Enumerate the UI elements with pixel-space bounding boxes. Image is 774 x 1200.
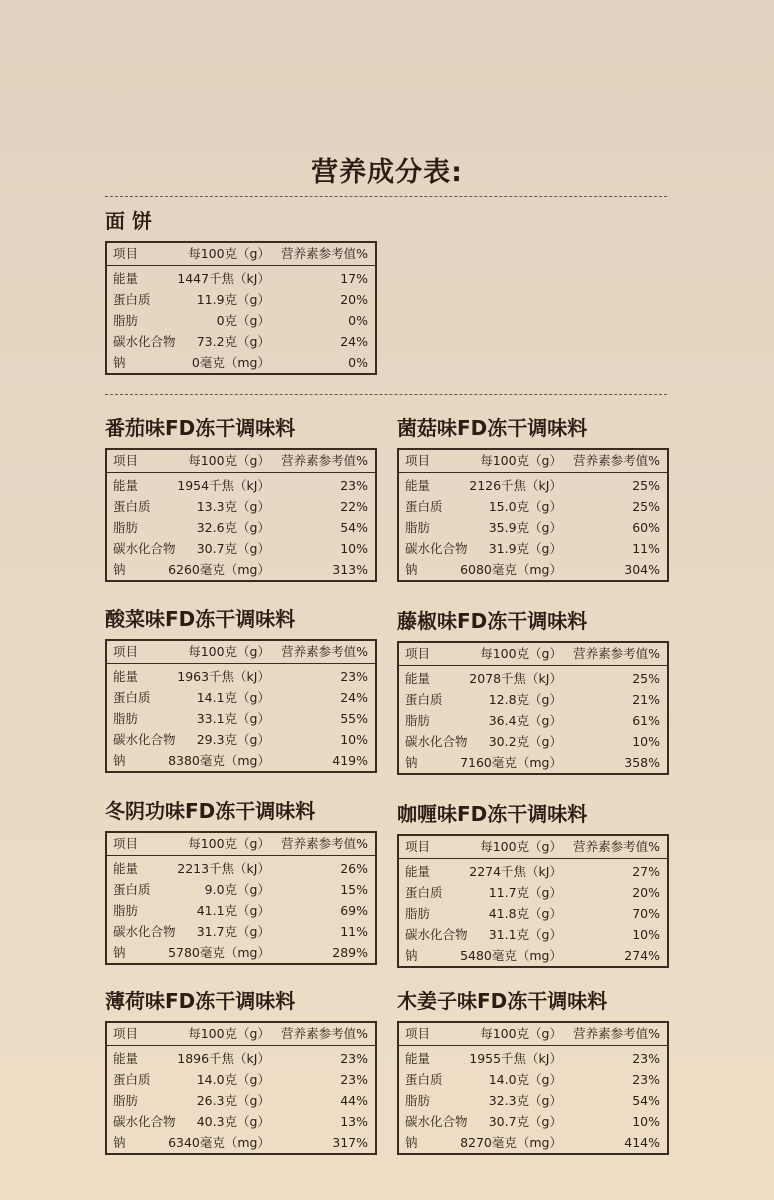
nutrient-name: 脂肪 — [113, 711, 139, 726]
table-row — [107, 1132, 375, 1153]
nutrient-amount: 9.0克（g） — [204, 882, 270, 897]
nutrient-amount: 2274千焦（kJ） — [469, 864, 562, 879]
section-title: 冬阴功味FD冻干调味料 — [105, 799, 316, 823]
nutrient-nrv: 55% — [340, 711, 368, 726]
nutrient-name: 脂肪 — [405, 1093, 431, 1108]
section-title: 面 饼 — [105, 209, 152, 233]
table-row — [107, 496, 375, 517]
nutrient-amount: 6260毫克（mg） — [168, 562, 270, 577]
table-row — [107, 942, 375, 963]
nutrient-nrv: 23% — [340, 478, 368, 493]
table-row — [107, 729, 375, 750]
nutrient-name: 钠 — [405, 948, 418, 963]
nutrient-name: 能量 — [113, 669, 139, 684]
nutrient-name: 碳水化合物 — [113, 924, 176, 939]
nutrient-name: 碳水化合物 — [113, 334, 176, 349]
header-nrv: 营养素参考值% — [573, 839, 660, 854]
header-nrv: 营养素参考值% — [573, 453, 660, 468]
nutrient-name: 钠 — [405, 1135, 418, 1150]
nutrient-name: 能量 — [405, 671, 431, 686]
nutrient-nrv: 15% — [340, 882, 368, 897]
nutrient-nrv: 0% — [348, 313, 368, 328]
nutrient-nrv: 23% — [340, 1051, 368, 1066]
nutrient-amount: 41.1克（g） — [196, 903, 270, 918]
nutrient-nrv: 27% — [632, 864, 660, 879]
nutrient-amount: 35.9克（g） — [488, 520, 562, 535]
nutrition-section — [105, 986, 377, 1155]
table-row — [399, 1111, 667, 1132]
nutrient-name: 能量 — [405, 864, 431, 879]
nutrient-amount: 30.7克（g） — [488, 1114, 562, 1129]
nutrient-name: 钠 — [113, 945, 126, 960]
nutrient-amount: 73.2克（g） — [196, 334, 270, 349]
table-row — [107, 268, 375, 289]
table-row — [399, 945, 667, 966]
nutrient-name: 能量 — [113, 271, 139, 286]
nutrient-name: 蛋白质 — [113, 499, 151, 514]
nutrient-amount: 5780毫克（mg） — [168, 945, 270, 960]
table-row — [107, 750, 375, 771]
table-header-row — [399, 1023, 667, 1046]
header-item: 项目 — [113, 1026, 139, 1041]
nutrient-name: 脂肪 — [113, 520, 139, 535]
nutrient-amount: 26.3克（g） — [196, 1093, 270, 1108]
nutrient-nrv: 26% — [340, 861, 368, 876]
nutrient-name: 脂肪 — [405, 906, 431, 921]
divider-top — [105, 196, 667, 197]
nutrient-name: 能量 — [405, 1051, 431, 1066]
section-title: 酸菜味FD冻干调味料 — [105, 607, 296, 631]
nutrient-nrv: 54% — [340, 520, 368, 535]
nutrient-amount: 15.0克（g） — [488, 499, 562, 514]
table-row — [107, 1048, 375, 1069]
table-row — [107, 1090, 375, 1111]
table-row — [107, 1111, 375, 1132]
table-row — [107, 858, 375, 879]
nutrient-amount: 31.9克（g） — [488, 541, 562, 556]
header-per100: 每100克（g） — [480, 839, 562, 854]
nutrient-nrv: 70% — [632, 906, 660, 921]
nutrient-amount: 6080毫克（mg） — [460, 562, 562, 577]
nutrition-table — [105, 639, 377, 773]
nutrient-amount: 2126千焦（kJ） — [469, 478, 562, 493]
table-row — [399, 496, 667, 517]
nutrient-amount: 14.0克（g） — [488, 1072, 562, 1087]
nutrition-table — [397, 641, 669, 775]
nutrition-table — [105, 241, 377, 375]
table-row — [399, 731, 667, 752]
table-row — [399, 1069, 667, 1090]
nutrient-nrv: 22% — [340, 499, 368, 514]
nutrition-table — [105, 1021, 377, 1155]
nutrient-name: 蛋白质 — [405, 1072, 443, 1087]
nutrient-name: 钠 — [113, 355, 126, 370]
nutrient-nrv: 25% — [632, 499, 660, 514]
nutrient-amount: 30.7克（g） — [196, 541, 270, 556]
nutrient-amount: 2078千焦（kJ） — [469, 671, 562, 686]
nutrient-amount: 0克（g） — [216, 313, 270, 328]
nutrient-nrv: 414% — [624, 1135, 660, 1150]
nutrient-name: 能量 — [113, 478, 139, 493]
table-header-row — [107, 450, 375, 473]
nutrition-table — [105, 448, 377, 582]
header-per100: 每100克（g） — [188, 836, 270, 851]
nutrient-amount: 11.7克（g） — [488, 885, 562, 900]
nutrient-name: 碳水化合物 — [405, 734, 468, 749]
nutrient-nrv: 44% — [340, 1093, 368, 1108]
nutrition-section — [105, 796, 377, 965]
nutrient-nrv: 54% — [632, 1093, 660, 1108]
nutrient-amount: 32.3克（g） — [488, 1093, 562, 1108]
table-row — [107, 879, 375, 900]
nutrient-nrv: 304% — [624, 562, 660, 577]
header-item: 项目 — [405, 839, 431, 854]
section-title: 藤椒味FD冻干调味料 — [397, 609, 588, 633]
nutrient-name: 钠 — [405, 755, 418, 770]
table-row — [107, 289, 375, 310]
nutrient-nrv: 313% — [332, 562, 368, 577]
header-nrv: 营养素参考值% — [281, 453, 368, 468]
nutrient-name: 脂肪 — [405, 520, 431, 535]
header-nrv: 营养素参考值% — [573, 1026, 660, 1041]
nutrient-nrv: 10% — [632, 1114, 660, 1129]
nutrient-nrv: 358% — [624, 755, 660, 770]
table-row — [399, 538, 667, 559]
table-row — [107, 331, 375, 352]
header-per100: 每100克（g） — [188, 246, 270, 261]
nutrition-section — [105, 413, 377, 582]
header-item: 项目 — [405, 1026, 431, 1041]
nutrient-nrv: 25% — [632, 671, 660, 686]
header-per100: 每100克（g） — [188, 453, 270, 468]
table-header-row — [399, 836, 667, 859]
nutrient-name: 钠 — [113, 1135, 126, 1150]
nutrition-table — [397, 448, 669, 582]
table-row — [107, 352, 375, 373]
nutrient-nrv: 13% — [340, 1114, 368, 1129]
divider-middle — [105, 394, 667, 395]
nutrient-amount: 8380毫克（mg） — [168, 753, 270, 768]
nutrient-name: 蛋白质 — [405, 499, 443, 514]
nutrient-amount: 1955千焦（kJ） — [469, 1051, 562, 1066]
table-row — [399, 752, 667, 773]
nutrient-amount: 14.0克（g） — [196, 1072, 270, 1087]
header-per100: 每100克（g） — [188, 644, 270, 659]
nutrient-name: 蛋白质 — [405, 885, 443, 900]
nutrient-amount: 1963千焦（kJ） — [177, 669, 270, 684]
nutrient-amount: 1447千焦（kJ） — [177, 271, 270, 286]
nutrient-name: 钠 — [113, 753, 126, 768]
nutrient-nrv: 274% — [624, 948, 660, 963]
nutrient-nrv: 25% — [632, 478, 660, 493]
section-title: 咖喱味FD冻干调味料 — [397, 802, 588, 826]
nutrient-nrv: 10% — [632, 734, 660, 749]
table-row — [107, 666, 375, 687]
table-header-row — [107, 1023, 375, 1046]
nutrient-nrv: 20% — [340, 292, 368, 307]
nutrient-nrv: 23% — [632, 1051, 660, 1066]
nutrient-nrv: 289% — [332, 945, 368, 960]
nutrient-name: 能量 — [405, 478, 431, 493]
header-per100: 每100克（g） — [480, 453, 562, 468]
table-row — [399, 559, 667, 580]
table-header-row — [399, 450, 667, 473]
nutrient-amount: 30.2克（g） — [488, 734, 562, 749]
table-row — [107, 475, 375, 496]
nutrient-nrv: 10% — [340, 541, 368, 556]
nutrient-amount: 29.3克（g） — [196, 732, 270, 747]
table-row — [399, 710, 667, 731]
nutrient-amount: 31.7克（g） — [196, 924, 270, 939]
nutrient-nrv: 23% — [632, 1072, 660, 1087]
table-row — [107, 687, 375, 708]
table-row — [399, 924, 667, 945]
table-row — [399, 861, 667, 882]
section-title: 菌菇味FD冻干调味料 — [397, 416, 588, 440]
table-row — [399, 1090, 667, 1111]
header-item: 项目 — [113, 644, 139, 659]
nutrition-section — [397, 986, 669, 1155]
nutrient-name: 蛋白质 — [113, 882, 151, 897]
table-row — [107, 1069, 375, 1090]
nutrient-name: 能量 — [113, 861, 139, 876]
nutrient-nrv: 69% — [340, 903, 368, 918]
nutrient-name: 碳水化合物 — [113, 732, 176, 747]
nutrition-section — [105, 604, 377, 773]
table-row — [107, 559, 375, 580]
nutrient-amount: 32.6克（g） — [196, 520, 270, 535]
nutrient-name: 脂肪 — [113, 903, 139, 918]
nutrient-amount: 1954千焦（kJ） — [177, 478, 270, 493]
nutrition-section — [105, 206, 377, 375]
nutrient-amount: 1896千焦（kJ） — [177, 1051, 270, 1066]
table-row — [107, 900, 375, 921]
nutrient-nrv: 61% — [632, 713, 660, 728]
table-row — [399, 668, 667, 689]
table-row — [399, 903, 667, 924]
header-per100: 每100克（g） — [188, 1026, 270, 1041]
nutrient-name: 碳水化合物 — [405, 1114, 468, 1129]
header-item: 项目 — [405, 646, 431, 661]
nutrition-section — [397, 799, 669, 968]
nutrient-nrv: 11% — [632, 541, 660, 556]
header-nrv: 营养素参考值% — [573, 646, 660, 661]
nutrient-name: 脂肪 — [113, 313, 139, 328]
nutrient-nrv: 60% — [632, 520, 660, 535]
nutrient-amount: 7160毫克（mg） — [460, 755, 562, 770]
nutrition-section — [397, 606, 669, 775]
nutrient-nrv: 24% — [340, 334, 368, 349]
nutrient-amount: 40.3克（g） — [196, 1114, 270, 1129]
nutrient-amount: 6340毫克（mg） — [168, 1135, 270, 1150]
nutrition-table — [397, 834, 669, 968]
nutrient-name: 碳水化合物 — [113, 1114, 176, 1129]
nutrient-amount: 33.1克（g） — [196, 711, 270, 726]
nutrition-table — [105, 831, 377, 965]
section-title: 木姜子味FD冻干调味料 — [397, 989, 608, 1013]
table-row — [107, 921, 375, 942]
nutrient-amount: 13.3克（g） — [196, 499, 270, 514]
nutrient-amount: 31.1克（g） — [488, 927, 562, 942]
nutrient-name: 碳水化合物 — [113, 541, 176, 556]
nutrient-name: 碳水化合物 — [405, 927, 468, 942]
nutrient-amount: 36.4克（g） — [488, 713, 562, 728]
table-row — [107, 708, 375, 729]
table-row — [399, 882, 667, 903]
header-per100: 每100克（g） — [480, 646, 562, 661]
table-row — [399, 1132, 667, 1153]
nutrient-name: 碳水化合物 — [405, 541, 468, 556]
header-nrv: 营养素参考值% — [281, 836, 368, 851]
nutrient-amount: 11.9克（g） — [196, 292, 270, 307]
table-header-row — [107, 243, 375, 266]
nutrient-amount: 5480毫克（mg） — [460, 948, 562, 963]
table-row — [107, 517, 375, 538]
nutrient-nrv: 21% — [632, 692, 660, 707]
nutrient-amount: 41.8克（g） — [488, 906, 562, 921]
nutrient-amount: 8270毫克（mg） — [460, 1135, 562, 1150]
table-header-row — [399, 643, 667, 666]
nutrient-amount: 14.1克（g） — [196, 690, 270, 705]
nutrient-nrv: 17% — [340, 271, 368, 286]
nutrient-name: 脂肪 — [405, 713, 431, 728]
nutrient-amount: 2213千焦（kJ） — [177, 861, 270, 876]
table-header-row — [107, 641, 375, 664]
nutrient-nrv: 23% — [340, 669, 368, 684]
header-nrv: 营养素参考值% — [281, 1026, 368, 1041]
table-row — [399, 1048, 667, 1069]
page-title: 营养成分表: — [311, 157, 463, 188]
nutrient-name: 能量 — [113, 1051, 139, 1066]
nutrient-nrv: 24% — [340, 690, 368, 705]
nutrient-amount: 12.8克（g） — [488, 692, 562, 707]
nutrient-name: 蛋白质 — [405, 692, 443, 707]
nutrient-name: 脂肪 — [113, 1093, 139, 1108]
header-item: 项目 — [113, 453, 139, 468]
header-item: 项目 — [405, 453, 431, 468]
nutrient-nrv: 10% — [340, 732, 368, 747]
nutrition-table — [397, 1021, 669, 1155]
nutrient-nrv: 10% — [632, 927, 660, 942]
table-header-row — [107, 833, 375, 856]
nutrient-nrv: 419% — [332, 753, 368, 768]
table-row — [399, 517, 667, 538]
nutrient-nrv: 317% — [332, 1135, 368, 1150]
nutrient-nrv: 23% — [340, 1072, 368, 1087]
header-nrv: 营养素参考值% — [281, 644, 368, 659]
table-row — [399, 475, 667, 496]
table-row — [107, 310, 375, 331]
nutrient-nrv: 20% — [632, 885, 660, 900]
nutrient-name: 蛋白质 — [113, 292, 151, 307]
nutrient-amount: 0毫克（mg） — [191, 355, 270, 370]
nutrient-nrv: 11% — [340, 924, 368, 939]
nutrient-name: 钠 — [113, 562, 126, 577]
nutrient-name: 蛋白质 — [113, 690, 151, 705]
nutrient-nrv: 0% — [348, 355, 368, 370]
section-title: 番茄味FD冻干调味料 — [105, 416, 296, 440]
nutrition-section — [397, 413, 669, 582]
table-row — [107, 538, 375, 559]
table-row — [399, 689, 667, 710]
header-per100: 每100克（g） — [480, 1026, 562, 1041]
section-title: 薄荷味FD冻干调味料 — [105, 989, 296, 1013]
header-item: 项目 — [113, 836, 139, 851]
header-item: 项目 — [113, 246, 139, 261]
header-nrv: 营养素参考值% — [281, 246, 368, 261]
nutrient-name: 蛋白质 — [113, 1072, 151, 1087]
nutrient-name: 钠 — [405, 562, 418, 577]
